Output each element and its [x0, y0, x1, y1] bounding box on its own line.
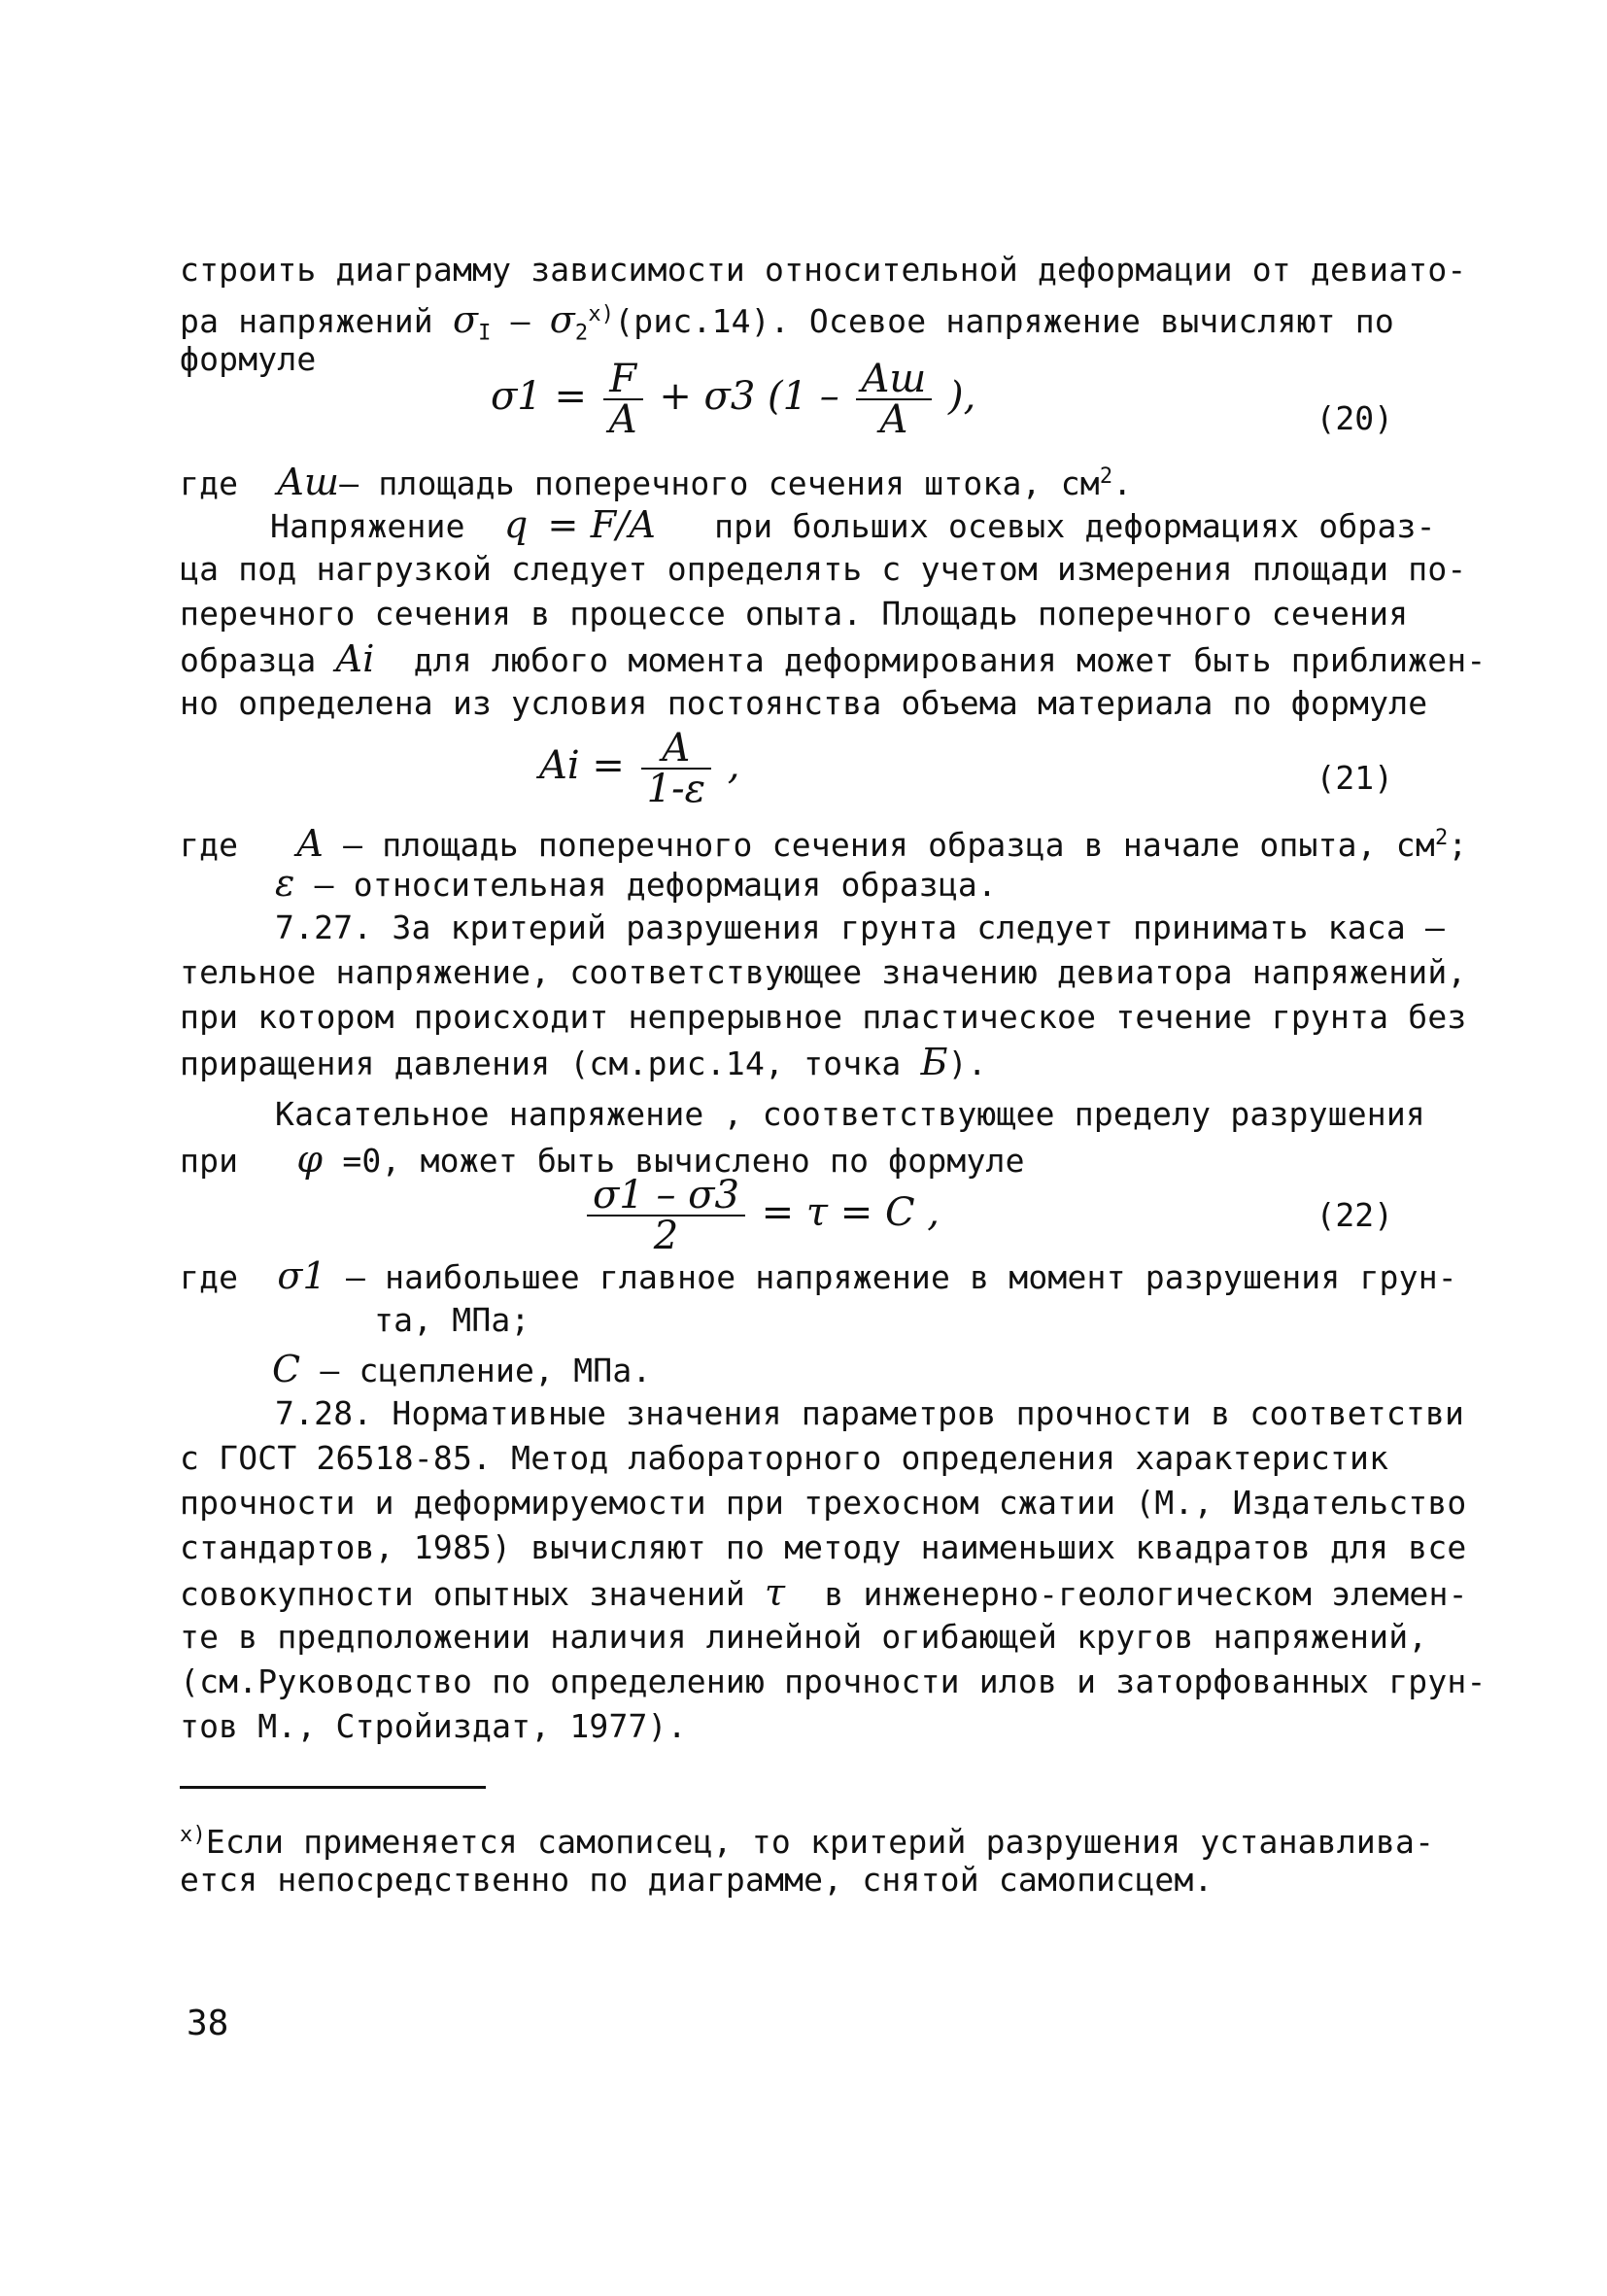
equation-number: (20): [1316, 399, 1393, 437]
area-symbol: Ai: [335, 637, 375, 680]
subscript: I: [478, 321, 492, 346]
fraction-numerator: σ1 – σ3: [587, 1176, 745, 1217]
text-fragment: при больших осевых деформациях образ-: [714, 507, 1436, 545]
strain-symbol: ε: [275, 862, 295, 905]
fraction: [641, 726, 711, 811]
text-line: ца под нагрузкой следует определять с учетом измерения площади по-: [180, 550, 1467, 588]
sigma-symbol: σ: [549, 298, 575, 341]
sigma-symbol: σ: [452, 298, 479, 341]
friction-angle-symbol: φ: [296, 1138, 324, 1181]
text-fragment: =0, может быть вычислено по формуле: [342, 1142, 1025, 1180]
text-line: те в предположении наличия линейной огибающей кругов напряжений,: [180, 1618, 1428, 1656]
formula-20: [491, 357, 976, 442]
text-fragment: где: [180, 1258, 258, 1296]
fraction-denominator: A: [879, 397, 908, 442]
formula-part: ),: [948, 374, 976, 419]
text-line: формуле: [180, 340, 317, 378]
footnote-text: Если применяется самописец, то критерий разрушения устанавлива-: [205, 1823, 1435, 1861]
text-fragment: – площадь поперечного сечения штока, см: [339, 464, 1100, 502]
point-label: Б: [920, 1041, 948, 1083]
text-fragment: – сцепление, МПа.: [320, 1352, 652, 1389]
fraction-numerator: F: [603, 360, 643, 400]
footnote-mark: x): [180, 1823, 206, 1847]
text-line: прочности и деформируемости при трехосном сжатии (М., Издательство: [180, 1484, 1467, 1522]
text-fragment: при: [180, 1142, 258, 1180]
cohesion-symbol: C: [272, 1348, 301, 1390]
formula-inline: = F/A: [547, 503, 656, 546]
fraction-denominator: 2: [653, 1214, 679, 1258]
text-line: тов М., Стройиздат, 1977).: [180, 1707, 687, 1745]
text-line: [180, 292, 1394, 357]
formula-part: ,: [727, 743, 740, 788]
text-line: где A – площадь поперечного сечения образца в начале опыта, $см^2$;: [180, 822, 1468, 865]
formula-part: Ai =: [539, 743, 625, 788]
area-symbol: A: [296, 822, 325, 865]
tau-symbol: τ: [765, 1571, 786, 1614]
text-line: строить диаграмму зависимости относительной деформации от девиато-: [180, 251, 1467, 289]
text-line: Касательное напряжение , соответствующее пределу разрушения: [275, 1095, 1425, 1133]
text-line: [270, 502, 1436, 549]
text-fragment: для любого момента деформирования может быть приближен-: [413, 641, 1487, 679]
text-fragment: образца: [180, 641, 336, 679]
text-fragment: совокупности опытных значений: [180, 1575, 766, 1613]
text-line: стандартов, 1985) вычисляют по методу наименьших квадратов для все: [180, 1528, 1467, 1566]
fraction-denominator: 1-ε: [646, 767, 706, 811]
text-line: 7.28. Нормативные значения параметров прочности в соответстви: [275, 1394, 1465, 1432]
text-line: (см.Руководство по определению прочности илов и заторфованных грун-: [180, 1662, 1487, 1700]
text-line: [180, 1040, 987, 1086]
footnote-divider: [180, 1786, 486, 1789]
text-line: та, МПа;: [374, 1301, 530, 1339]
text-line: где Aш– площадь поперечного сечения штока, $см^2$.: [180, 461, 1133, 503]
text-fragment: где: [180, 464, 258, 502]
text-fragment: где: [180, 826, 258, 864]
text-line: с ГОСТ 26518-85. Метод лабораторного определения характеристик: [180, 1439, 1389, 1477]
fraction-numerator: Aш: [856, 360, 933, 400]
text-fragment: Напряжение: [270, 507, 485, 545]
text-line: перечного сечения в процессе опыта. Площадь поперечного сечения: [180, 595, 1409, 633]
footnote-line: ется непосредственно по диаграмме, снятой самописцем.: [180, 1861, 1214, 1899]
text-line: тельное напряжение, соответствующее значению девиатора напряжений,: [180, 953, 1467, 991]
text-fragment: – относительная деформация образца.: [314, 866, 998, 904]
text-fragment: ).: [947, 1045, 987, 1082]
fraction-denominator: A: [608, 397, 637, 442]
text-fragment: приращения давления (см.рис.14, точка: [180, 1045, 921, 1082]
formula-22: [583, 1173, 940, 1258]
equation-number: (21): [1316, 759, 1393, 797]
sigma-symbol: σ1: [277, 1254, 326, 1297]
text-line: но определена из условия постоянства объема материала по формуле: [180, 684, 1428, 722]
text-line: [180, 1253, 1457, 1300]
text-line: [272, 1347, 652, 1393]
fraction: [856, 357, 933, 442]
formula-21: [539, 726, 740, 811]
area-symbol: Aш: [277, 461, 340, 503]
text-line: [275, 861, 997, 908]
fraction: [603, 357, 643, 442]
subscript: 2: [574, 321, 589, 346]
formula-part: σ1 =: [491, 374, 587, 419]
text-line: при котором происходит непрерывное пластическое течение грунта без: [180, 998, 1467, 1036]
text-fragment: (рис.14). Осевое напряжение вычисляют по: [614, 302, 1394, 340]
stress-symbol: q: [503, 503, 529, 546]
text-line: [180, 636, 1486, 683]
page-number: 38: [187, 2004, 229, 2043]
footnote-reference: x): [588, 302, 615, 326]
formula-part: = τ = C ,: [761, 1190, 940, 1235]
text-fragment: –: [491, 302, 550, 340]
superscript: 2: [1099, 464, 1113, 489]
fraction-numerator: A: [641, 729, 711, 770]
formula-part: + σ3 (1 –: [659, 374, 839, 419]
fraction: [587, 1173, 745, 1258]
text-line: [180, 1570, 1468, 1617]
text-fragment: в инженерно-геологическом элемен-: [824, 1575, 1468, 1613]
equation-number: (22): [1316, 1196, 1393, 1234]
text-fragment: ра напряжений: [180, 302, 453, 340]
superscript: 2: [1434, 826, 1449, 850]
text-fragment: – наибольшее главное напряжение в момент разрушения грун-: [345, 1258, 1457, 1296]
text-line: 7.27. За критерий разрушения грунта следует принимать каса –: [275, 908, 1446, 946]
text-fragment: – площадь поперечного сечения образца в начале опыта, см: [343, 826, 1435, 864]
